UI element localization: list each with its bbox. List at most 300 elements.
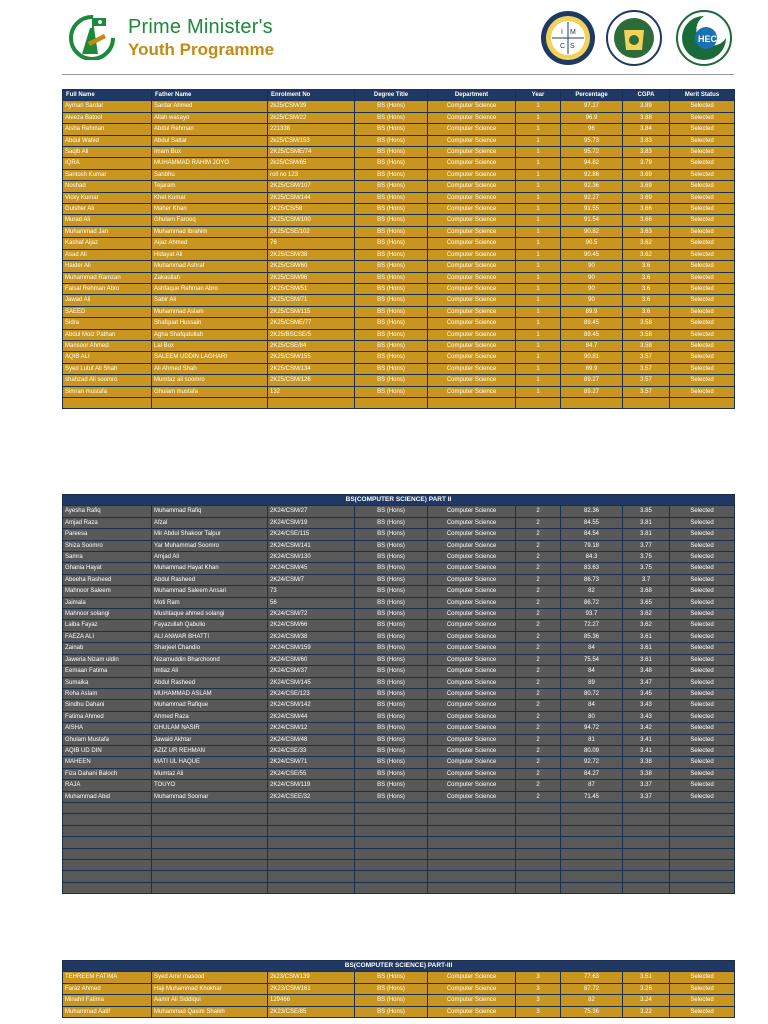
cell-cgpa: 3.47 [623,677,670,688]
cell-degree-title: BS (Hons) [355,723,428,734]
cell-full-name: Saqib Ali [63,147,152,158]
cell-percentage: 84.27 [561,768,623,779]
cell-enrolment-no: 2K25/CSM/134 [268,363,355,374]
empty-row [63,825,735,836]
cell-enrolment-no: 2K24/CSE/115 [268,529,355,540]
cell-department: Computer Science [428,112,516,123]
cell-full-name: Laiba Fayaz [63,620,152,631]
cell-full-name: Murad Ali [63,215,152,226]
cell-percentage: 93.7 [561,609,623,620]
empty-cell [670,882,735,893]
cell-degree-title: BS (Hons) [355,135,428,146]
empty-cell [152,859,268,870]
cell-father-name: Ali Ahmed Shah [152,363,268,374]
cell-percentage: 79.18 [561,540,623,551]
cell-department: Computer Science [428,215,516,226]
cell-degree-title: BS (Hons) [355,272,428,283]
cell-merit-status: Selected [670,620,735,631]
cell-merit-status: Selected [670,540,735,551]
cell-year: 2 [516,517,561,528]
empty-cell [63,871,152,882]
cell-degree-title: BS (Hons) [355,215,428,226]
cell-enrolment-no: 2K25/CS/58 [268,204,355,215]
cell-year: 1 [516,238,561,249]
cell-full-name: Abeeha Rasheed [63,574,152,585]
cell-department: Computer Science [428,375,516,386]
cell-department: Computer Science [428,654,516,665]
cell-department: Computer Science [428,597,516,608]
cell-year: 1 [516,295,561,306]
empty-row [63,882,735,893]
cell-degree-title: BS (Hons) [355,169,428,180]
cell-degree-title: BS (Hons) [355,261,428,272]
cell-department: Computer Science [428,780,516,791]
empty-cell [670,859,735,870]
cell-degree-title: BS (Hons) [355,101,428,112]
cell-cgpa: 3.61 [623,643,670,654]
table-row [63,329,735,340]
table-row [63,386,735,397]
cell-enrolment-no: 2k23/CSM/139 [268,972,355,983]
cell-merit-status: Selected [670,272,735,283]
table-row [63,540,735,551]
empty-cell [268,397,355,408]
cell-enrolment-no: 2K24/CSE/55 [268,768,355,779]
cell-father-name: Ahmed Raza [152,711,268,722]
cell-merit-status: Selected [670,169,735,180]
cell-cgpa: 3.42 [623,723,670,734]
cell-degree-title: BS (Hons) [355,586,428,597]
empty-cell [561,848,623,859]
cell-full-name: Mahnoor Saleem [63,586,152,597]
empty-cell [355,825,428,836]
cell-father-name: Mumtaz ali soomro [152,375,268,386]
merit-table-part-1 [62,89,735,409]
cell-department: Computer Science [428,204,516,215]
cell-enrolment-no: 221338 [268,124,355,135]
cell-percentage: 83.63 [561,563,623,574]
cell-cgpa: 3.51 [623,972,670,983]
col-degree-title: Degree Title [355,90,428,101]
cell-father-name: MUHAMMAD RAHIM JOYO [152,158,268,169]
cell-merit-status: Selected [670,506,735,517]
cell-year: 1 [516,329,561,340]
cell-full-name: Fiza Dahani Baloch [63,768,152,779]
cell-year: 1 [516,261,561,272]
cell-father-name: Ashfaque Rehman Abro [152,283,268,294]
cell-father-name: Mushtaque ahmed solangi [152,609,268,620]
cell-degree-title: BS (Hons) [355,597,428,608]
cell-full-name: Haider Ali [63,261,152,272]
empty-cell [623,882,670,893]
imcs-seal-icon [540,10,596,66]
cell-degree-title: BS (Hons) [355,506,428,517]
empty-cell [268,837,355,848]
empty-cell [152,814,268,825]
cell-full-name: Muhammad Aatif [63,1006,152,1017]
cell-percentage: 90.5 [561,238,623,249]
cell-degree-title: BS (Hons) [355,620,428,631]
cell-full-name: Pareesa [63,529,152,540]
cell-father-name: Khet Kumar [152,192,268,203]
table-row [63,711,735,722]
cell-enrolment-no: 2k25/CSM/22 [268,112,355,123]
cell-merit-status: Selected [670,631,735,642]
empty-cell [670,802,735,813]
cell-year: 2 [516,745,561,756]
cell-department: Computer Science [428,677,516,688]
cell-percentage: 72.27 [561,620,623,631]
cell-merit-status: Selected [670,666,735,677]
cell-department: Computer Science [428,1006,516,1017]
table-row [63,631,735,642]
cell-cgpa: 3.41 [623,734,670,745]
cell-enrolment-no: 2K25/CSM/51 [268,283,355,294]
empty-cell [561,397,623,408]
cell-enrolment-no: 2K24/CSEE/32 [268,791,355,802]
cell-father-name: Imtiaz Ali [152,666,268,677]
table-row [63,780,735,791]
cell-merit-status: Selected [670,711,735,722]
cell-cgpa: 3.26 [623,983,670,994]
table-row [63,283,735,294]
cell-cgpa: 3.7 [623,574,670,585]
cell-father-name: Yar Muhammad Soomro [152,540,268,551]
section-2-title: BS(COMPUTER SCIENCE) PART II [63,495,735,506]
cell-full-name: Ghulam Mustafa [63,734,152,745]
table-row [63,768,735,779]
cell-father-name: MATI UL HAQUE [152,757,268,768]
empty-cell [516,814,561,825]
cell-enrolment-no: 2K24/CSM/159 [268,643,355,654]
cell-father-name: Muhammad Rafiq [152,506,268,517]
cell-degree-title: BS (Hons) [355,780,428,791]
cell-department: Computer Science [428,135,516,146]
cell-year: 3 [516,1006,561,1017]
cell-percentage: 82 [561,995,623,1006]
cell-degree-title: BS (Hons) [355,238,428,249]
cell-enrolment-no: 2K24/CSM/19 [268,517,355,528]
cell-degree-title: BS (Hons) [355,983,428,994]
cell-cgpa: 3.77 [623,540,670,551]
cell-father-name: Abdul Rasheed [152,574,268,585]
cell-merit-status: Selected [670,375,735,386]
cell-enrolment-no: 2K25/CSM/155 [268,352,355,363]
cell-cgpa: 3.37 [623,780,670,791]
cell-year: 2 [516,631,561,642]
cell-enrolment-no: 2K24/CSM/45 [268,563,355,574]
cell-merit-status: Selected [670,734,735,745]
cell-father-name: Aijaz Ahmed [152,238,268,249]
cell-full-name: Muhammad Abid [63,791,152,802]
cell-merit-status: Selected [670,363,735,374]
cell-degree-title: BS (Hons) [355,352,428,363]
empty-cell [428,802,516,813]
cell-percentage: 92.86 [561,169,623,180]
cell-degree-title: BS (Hons) [355,972,428,983]
empty-row [63,848,735,859]
cell-department: Computer Science [428,688,516,699]
cell-department: Computer Science [428,700,516,711]
cell-percentage: 81 [561,734,623,745]
cell-year: 2 [516,711,561,722]
cell-cgpa: 3.6 [623,306,670,317]
empty-cell [428,825,516,836]
cell-percentage: 84.3 [561,552,623,563]
cell-full-name: Aisha Rehman [63,124,152,135]
cell-full-name: AISHA [63,723,152,734]
cell-year: 2 [516,654,561,665]
empty-cell [63,802,152,813]
cell-year: 2 [516,780,561,791]
cell-year: 1 [516,272,561,283]
table-row [63,238,735,249]
cell-merit-status: Selected [670,597,735,608]
empty-cell [428,397,516,408]
cell-department: Computer Science [428,609,516,620]
cell-merit-status: Selected [670,147,735,158]
table-header-row [63,90,735,101]
cell-degree-title: BS (Hons) [355,226,428,237]
cell-year: 2 [516,791,561,802]
cell-merit-status: Selected [670,192,735,203]
cell-enrolment-no: 76 [268,238,355,249]
empty-cell [623,397,670,408]
cell-percentage: 71.45 [561,791,623,802]
empty-cell [428,837,516,848]
cell-father-name: Mir Abdul Shakoor Talpur [152,529,268,540]
empty-cell [670,814,735,825]
cell-cgpa: 3.75 [623,563,670,574]
cell-year: 1 [516,363,561,374]
cell-department: Computer Science [428,666,516,677]
pmyp-logo-icon [68,14,118,60]
empty-cell [623,802,670,813]
cell-merit-status: Selected [670,238,735,249]
empty-cell [561,814,623,825]
cell-year: 1 [516,226,561,237]
cell-full-name: Sumaika [63,677,152,688]
empty-cell [355,871,428,882]
cell-department: Computer Science [428,363,516,374]
cell-department: Computer Science [428,643,516,654]
cell-percentage: 89.27 [561,386,623,397]
cell-father-name: Ghulam mustafa [152,386,268,397]
empty-cell [623,859,670,870]
cell-year: 2 [516,688,561,699]
cell-year: 1 [516,215,561,226]
empty-cell [152,825,268,836]
cell-percentage: 86.72 [561,597,623,608]
cell-merit-status: Selected [670,352,735,363]
cell-cgpa: 3.62 [623,609,670,620]
cell-father-name: Muhammad Aslam [152,306,268,317]
empty-cell [63,825,152,836]
cell-merit-status: Selected [670,768,735,779]
cell-department: Computer Science [428,734,516,745]
cell-cgpa: 3.61 [623,631,670,642]
table-row [63,677,735,688]
empty-cell [152,882,268,893]
cell-cgpa: 3.83 [623,147,670,158]
cell-full-name: MAHEEN [63,757,152,768]
empty-cell [152,871,268,882]
cell-enrolment-no: 2K25/CSM/107 [268,181,355,192]
cell-year: 1 [516,112,561,123]
hec-seal-icon [676,10,732,66]
cell-cgpa: 3.66 [623,204,670,215]
cell-year: 2 [516,734,561,745]
cell-year: 1 [516,204,561,215]
cell-enrolment-no: 2K24/CSE/123 [268,688,355,699]
cell-degree-title: BS (Hons) [355,386,428,397]
empty-cell [355,397,428,408]
cell-department: Computer Science [428,101,516,112]
cell-percentage: 84.7 [561,340,623,351]
empty-cell [516,802,561,813]
empty-cell [670,848,735,859]
cell-department: Computer Science [428,272,516,283]
cell-full-name: Abdul Wahid [63,135,152,146]
cell-full-name: Roha Aslam [63,688,152,699]
cell-father-name: Hidayat Ali [152,249,268,260]
table-row [63,666,735,677]
cell-percentage: 90.82 [561,226,623,237]
cell-degree-title: BS (Hons) [355,995,428,1006]
cell-department: Computer Science [428,283,516,294]
cell-full-name: Faraz Ahmed [63,983,152,994]
table-row [63,318,735,329]
cell-degree-title: BS (Hons) [355,734,428,745]
cell-full-name: FAEZA ALI [63,631,152,642]
empty-cell [428,859,516,870]
empty-cell [63,397,152,408]
cell-full-name: Syed Lutuf Ali Shah [63,363,152,374]
cell-full-name: Jawad Ali [63,295,152,306]
cell-full-name: Samra [63,552,152,563]
cell-cgpa: 3.75 [623,552,670,563]
cell-merit-status: Selected [670,329,735,340]
seal-letter-c: C [560,43,566,50]
cell-percentage: 75.54 [561,654,623,665]
cell-full-name: shahzad Ali soomro [63,375,152,386]
empty-cell [268,848,355,859]
cell-father-name: Afzal [152,517,268,528]
cell-full-name: Vicky Kumar [63,192,152,203]
empty-cell [516,871,561,882]
table-row [63,261,735,272]
seal-letter-s: S [570,43,575,50]
cell-cgpa: 3.38 [623,757,670,768]
cell-merit-status: Selected [670,563,735,574]
table-row [63,226,735,237]
cell-enrolment-no: 2K24/CSE/33 [268,745,355,756]
cell-enrolment-no: 2K25/BSCSE/5 [268,329,355,340]
cell-father-name: Muhammad Rafique [152,700,268,711]
cell-department: Computer Science [428,620,516,631]
cell-percentage: 75.36 [561,1006,623,1017]
cell-year: 1 [516,375,561,386]
cell-degree-title: BS (Hons) [355,768,428,779]
empty-cell [428,871,516,882]
cell-cgpa: 3.58 [623,340,670,351]
cell-full-name: Jaimala [63,597,152,608]
cell-department: Computer Science [428,249,516,260]
cell-cgpa: 3.69 [623,169,670,180]
cell-degree-title: BS (Hons) [355,711,428,722]
cell-father-name: Lal Bux [152,340,268,351]
cell-degree-title: BS (Hons) [355,609,428,620]
cell-percentage: 97.27 [561,101,623,112]
col-merit-status: Merit Status [670,90,735,101]
table-row [63,972,735,983]
cell-enrolment-no: 2K24/CSM/145 [268,677,355,688]
cell-year: 2 [516,757,561,768]
cell-full-name: Amjad Raza [63,517,152,528]
cell-merit-status: Selected [670,318,735,329]
cell-father-name: Haji Muhammad Khokhar [152,983,268,994]
cell-cgpa: 3.61 [623,654,670,665]
cell-year: 1 [516,135,561,146]
empty-cell [561,882,623,893]
cell-enrolment-no: roll no 123 [268,169,355,180]
cell-full-name: RAJA [63,780,152,791]
table-row [63,700,735,711]
cell-year: 1 [516,352,561,363]
cell-department: Computer Science [428,306,516,317]
cell-percentage: 89.9 [561,363,623,374]
cell-father-name: Sardar Ahmed [152,101,268,112]
cell-department: Computer Science [428,318,516,329]
empty-cell [268,859,355,870]
cell-year: 1 [516,386,561,397]
cell-enrolment-no: 2K24/CSM/7 [268,574,355,585]
cell-percentage: 95.73 [561,135,623,146]
cell-father-name: SALEEM UDDIN LAGHARI [152,352,268,363]
empty-row [63,871,735,882]
table-row [63,552,735,563]
table-row [63,295,735,306]
cell-department: Computer Science [428,552,516,563]
empty-row [63,802,735,813]
cell-cgpa: 3.66 [623,215,670,226]
col-full-name: Full Name [63,90,152,101]
cell-merit-status: Selected [670,654,735,665]
cell-merit-status: Selected [670,226,735,237]
empty-cell [355,848,428,859]
cell-enrolment-no: 2K24/CSM/141 [268,540,355,551]
empty-cell [516,859,561,870]
cell-cgpa: 3.24 [623,995,670,1006]
col-percentage: Percentage [561,90,623,101]
cell-full-name: Santosh Kumar [63,169,152,180]
cell-full-name: Simran mustafa [63,386,152,397]
table-row [63,734,735,745]
cell-percentage: 96.9 [561,112,623,123]
cell-father-name: Muhammad Saleem Ansari [152,586,268,597]
cell-full-name: TEHREEM FATIMA [63,972,152,983]
empty-cell [268,802,355,813]
cell-cgpa: 3.57 [623,386,670,397]
empty-cell [670,871,735,882]
empty-row [63,397,735,408]
cell-department: Computer Science [428,506,516,517]
cell-percentage: 96 [561,124,623,135]
cell-degree-title: BS (Hons) [355,318,428,329]
cell-degree-title: BS (Hons) [355,745,428,756]
cell-percentage: 87.72 [561,983,623,994]
empty-cell [355,802,428,813]
